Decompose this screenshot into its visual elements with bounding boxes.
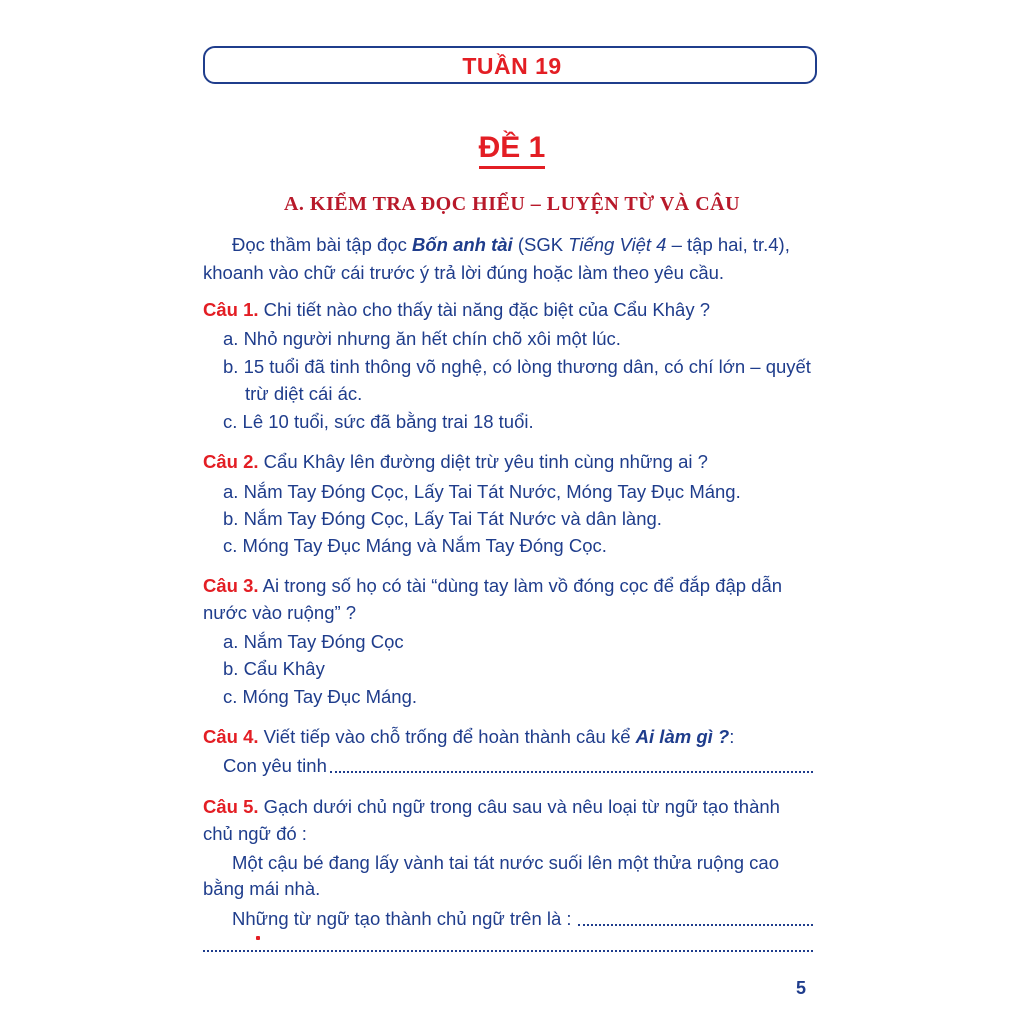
q5-answer-prefix: Những từ ngữ tạo thành chủ ngữ trên là :	[232, 908, 572, 929]
question-4-text: Viết tiếp vào chỗ trống để hoàn thành câu kể	[258, 726, 636, 747]
question-4-label: Câu 4.	[203, 726, 259, 747]
question-3-text: Ai trong số họ có tài “dùng tay làm vồ đóng cọc để đắp đập dẫn	[258, 575, 783, 596]
q1-option-a[interactable]: a. Nhỏ người nhưng ăn hết chín chõ xôi một lúc.	[223, 328, 621, 349]
q4-answer-blank[interactable]	[330, 771, 813, 773]
q3-option-b[interactable]: b. Cẩu Khây	[223, 658, 325, 679]
q1-option-c[interactable]: c. Lê 10 tuổi, sức đã bằng trai 18 tuổi.	[223, 411, 534, 432]
q3-option-c[interactable]: c. Móng Tay Đục Máng.	[223, 686, 417, 707]
intro-text: (SGK	[512, 234, 569, 255]
q2-option-a[interactable]: a. Nắm Tay Đóng Cọc, Lấy Tai Tát Nước, Móng Tay Đục Máng.	[223, 481, 741, 502]
red-mark	[256, 936, 260, 940]
question-4	[203, 725, 734, 749]
question-3-cont: nước vào ruộng” ?	[203, 602, 357, 623]
intro-text: – tập hai, tr.4),	[666, 234, 790, 255]
q5-answer-blank-2[interactable]	[203, 950, 813, 952]
question-3	[203, 574, 782, 598]
page-number: 5	[796, 978, 807, 998]
q4-answer-prefix: Con yêu tinh	[223, 755, 327, 776]
q5-answer-blank-1[interactable]	[578, 924, 813, 926]
section-title: A. KIỂM TRA ĐỌC HIỂU – LUYỆN TỪ VÀ CÂU	[283, 193, 741, 215]
exam-title	[0, 131, 1024, 165]
intro-line-1	[232, 233, 790, 257]
q1-option-b-cont: trừ diệt cái ác.	[245, 383, 363, 404]
question-2-label: Câu 2.	[203, 451, 259, 472]
q5-sentence[interactable]: Một cậu bé đang lấy vành tai tát nước suối lên một thửa ruộng cao	[232, 852, 779, 873]
week-title: TUẦN 19	[462, 53, 562, 79]
q2-option-b[interactable]: b. Nắm Tay Đóng Cọc, Lấy Tai Tát Nước và dân làng.	[223, 508, 662, 529]
question-4-emphasis: Ai làm gì ?	[635, 726, 730, 747]
q1-option-b[interactable]: b. 15 tuổi đã tinh thông võ nghệ, có lòng thương dân, có chí lớn – quyết	[223, 356, 811, 377]
question-2-text: Cẩu Khây lên đường diệt trừ yêu tinh cùng những ai ?	[258, 451, 708, 472]
q3-option-a[interactable]: a. Nắm Tay Đóng Cọc	[223, 631, 404, 652]
intro-book-title: Bốn anh tài	[411, 234, 513, 255]
question-5-text: Gạch dưới chủ ngữ trong câu sau và nêu loại từ ngữ tạo thành	[258, 796, 780, 817]
question-5-label: Câu 5.	[203, 796, 259, 817]
intro-line-2: khoanh vào chữ cái trước ý trả lời đúng hoặc làm theo yêu cầu.	[203, 262, 725, 283]
question-1-text: Chi tiết nào cho thấy tài năng đặc biệt của Cẩu Khây ?	[258, 299, 711, 320]
question-3-label: Câu 3.	[203, 575, 259, 596]
question-1-label: Câu 1.	[203, 299, 259, 320]
question-1	[203, 298, 710, 322]
intro-text: Đọc thầm bài tập đọc	[232, 234, 412, 255]
exam-title-text: ĐỀ 1	[479, 131, 546, 169]
intro-sgk-title: Tiếng Việt 4	[568, 234, 667, 255]
question-5-cont: chủ ngữ đó :	[203, 823, 307, 844]
q2-option-c[interactable]: c. Móng Tay Đục Máng và Nắm Tay Đóng Cọc.	[223, 535, 607, 556]
q5-sentence-cont[interactable]: bằng mái nhà.	[203, 878, 321, 899]
question-5	[203, 795, 780, 819]
question-4-colon: :	[729, 726, 735, 747]
question-2	[203, 450, 708, 474]
